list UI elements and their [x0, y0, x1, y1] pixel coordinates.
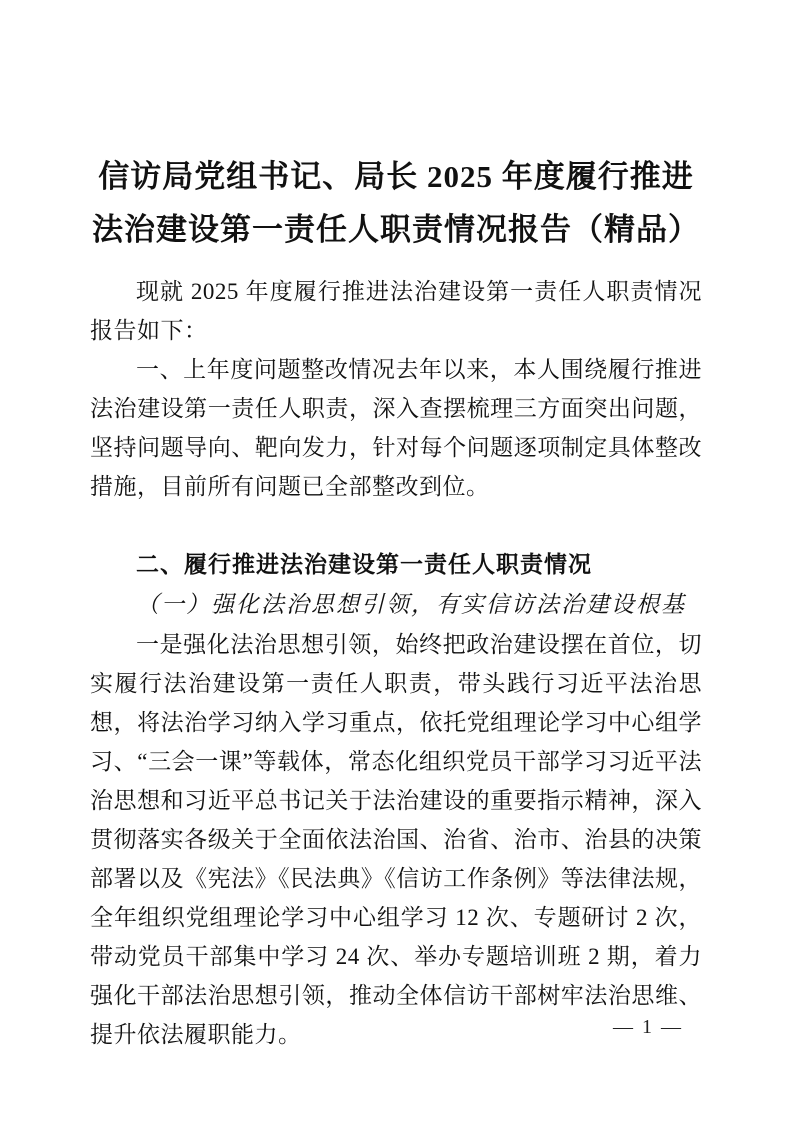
document-title: 信访局党组书记、局长 2025 年度履行推进法治建设第一责任人职责情况报告（精品）	[92, 159, 700, 247]
section2-heading: 二、履行推进法治建设第一责任人职责情况	[136, 551, 592, 577]
page-number: — 1 —	[613, 1016, 683, 1038]
document-content	[90, 0, 702, 1054]
intro-paragraph: 现就 2025 年度履行推进法治建设第一责任人职责情况报告如下：	[90, 279, 702, 343]
section1-paragraph: 一、上年度问题整改情况去年以来，本人围绕履行推进法治建设第一责任人职责，深入查摆梳理三方面突出问题，坚持问题导向、靶向发力，针对每个问题逐项制定具体整改措施，目前所有问题已全部整改到位。	[90, 357, 702, 499]
section2-subheading: （一）强化法治思想引领，有实信访法治建设根基	[136, 592, 686, 617]
section2-paragraph: 一是强化法治思想引领，始终把政治建设摆在首位，切实履行法治建设第一责任人职责，带头践行习近平法治思想，将法治学习纳入学习重点，依托党组理论学习中心组学习、“三会一课”等载体，常态化组织党员干部学习习近平法治思想和习近平总书记关于法治建设的重要指示精神，深入贯彻落实各级关于全面依法治国、治省、治市、治县的决策部署以及《宪法》《民法典》《信访工作条例》等法律法规，全年组织党组理论学习中心组学习 12 次、专题研讨 2 次，带动党员干部集中学习 24 次、举办专题培训班 2 期，着力强化干部法治思想引领，推动全体信访干部树牢法治思维、提升依法履职能力。	[90, 632, 702, 1047]
